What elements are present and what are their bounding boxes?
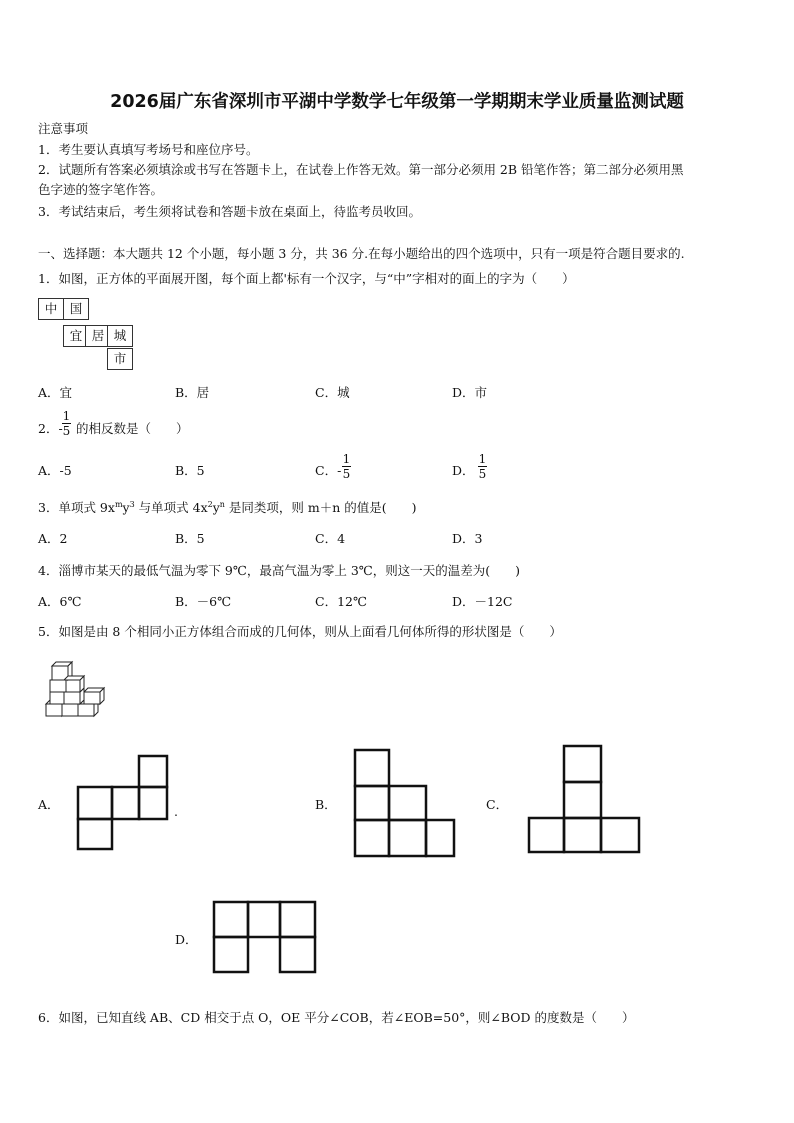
q4-option-b[interactable]: B．－6℃	[175, 594, 232, 609]
fraction-denominator: 5	[478, 467, 487, 481]
q1-option-b[interactable]: B．居	[175, 385, 210, 400]
net-cell: 中	[38, 298, 64, 320]
q3-option-d[interactable]: D．3	[452, 531, 483, 546]
question-1-text: 1．如图，正方体的平面展开图，每个面上都'标有一个汉字，与“中”字相对的面上的字为（ ）	[38, 271, 575, 286]
section-heading: 一、选择题：本大题共 12 个小题，每小题 3 分，共 36 分.在每小题给出的四个选项中，只有一项是符合题目要求的.	[38, 246, 685, 261]
q2-option-b[interactable]: B．5	[175, 463, 205, 478]
q2-option-a[interactable]: A．-5	[38, 463, 72, 478]
q3-part: 3．单项式 9x	[38, 500, 115, 515]
q3-option-b[interactable]: B．5	[175, 531, 205, 546]
question-4-text: 4．淄博市某天的最低气温为零下 9℃，最高气温为零上 3℃，则这一天的温差为( )	[38, 563, 521, 578]
q5-option-a-label[interactable]: A．	[38, 797, 60, 812]
fraction-denominator: 5	[342, 467, 351, 481]
q5-option-b-figure[interactable]	[353, 748, 457, 860]
q3-part: y	[212, 500, 220, 515]
q3-exponent: 3	[129, 499, 135, 509]
q1-option-a[interactable]: A．宜	[38, 385, 73, 400]
notice-item-1: 1．考生要认真填写考场号和座位序号。	[38, 142, 259, 157]
q2-suffix: 的相反数是（ ）	[76, 421, 189, 436]
q5-option-b-label[interactable]: B．	[315, 797, 337, 812]
q5-option-d-figure[interactable]	[212, 900, 320, 976]
q5-option-c-figure[interactable]	[527, 744, 643, 856]
notice-item-3: 3．考试结束后，考生须将试卷和答题卡放在桌面上，待监考员收回。	[38, 204, 421, 219]
net-cell: 国	[63, 298, 89, 320]
page-title: 2026届广东省深圳市平湖中学数学七年级第一学期期末学业质量监测试题	[110, 92, 684, 112]
fraction-numerator: 1	[342, 452, 351, 466]
q2-option-c[interactable]: C．-	[315, 463, 342, 478]
q2-prefix: 2．-	[38, 421, 63, 436]
q4-option-d[interactable]: D．－12C	[452, 594, 513, 609]
q1-option-c[interactable]: C．城	[315, 385, 350, 400]
q3-exponent: 2	[207, 499, 213, 509]
fraction-numerator: 1	[478, 452, 487, 466]
q3-part: 是同类项，则 m＋n 的值是( )	[224, 500, 417, 515]
question-5-text: 5．如图是由 8 个相同小正方体组合而成的几何体，则从上面看几何体所得的形状图是（ ）	[38, 624, 562, 639]
net-cell: 宜	[63, 325, 89, 347]
q5-option-c-label[interactable]: C．	[486, 797, 509, 812]
q5-option-a-figure[interactable]	[76, 754, 176, 852]
q2-option-d-fraction	[478, 452, 487, 481]
notice-item-2-cont: 色字迹的签字笔作答。	[38, 182, 164, 197]
q4-option-c[interactable]: C．12℃	[315, 594, 367, 609]
q3-part: y	[122, 500, 130, 515]
fraction-numerator: 1	[62, 409, 71, 423]
q3-option-a[interactable]: A．2	[38, 531, 68, 546]
q2-option-d[interactable]: D．	[452, 463, 475, 478]
notice-heading: 注意事项	[38, 121, 89, 136]
fraction-denominator: 5	[62, 424, 71, 438]
q4-option-a[interactable]: A．6℃	[38, 594, 82, 609]
q3-exponent: m	[114, 499, 123, 509]
question-6-text: 6．如图，已知直线 AB、CD 相交于点 O，OE 平分∠COB，若∠EOB=50°，则∠BOD 的度数是（ ）	[38, 1010, 635, 1025]
option-a-dot: .	[174, 804, 178, 819]
q2-option-c-fraction	[342, 452, 351, 481]
q1-option-d[interactable]: D．市	[452, 385, 488, 400]
q3-part: 与单项式 4x	[134, 500, 208, 515]
net-cell: 城	[107, 325, 133, 347]
q3-exponent: n	[219, 499, 225, 509]
notice-item-2: 2．试题所有答案必须填涂或书写在答题卡上，在试卷上作答无效。第一部分必须用 2B 铅笔作答；第二部分必须用黑	[38, 162, 684, 177]
question-3-text	[38, 500, 417, 516]
q2-fraction	[62, 409, 71, 438]
net-cell: 市	[107, 348, 133, 370]
q5-option-d-label[interactable]: D．	[175, 932, 198, 947]
q3-option-c[interactable]: C．4	[315, 531, 346, 546]
cube-stack-figure	[42, 658, 112, 720]
net-cell: 居	[85, 325, 111, 347]
